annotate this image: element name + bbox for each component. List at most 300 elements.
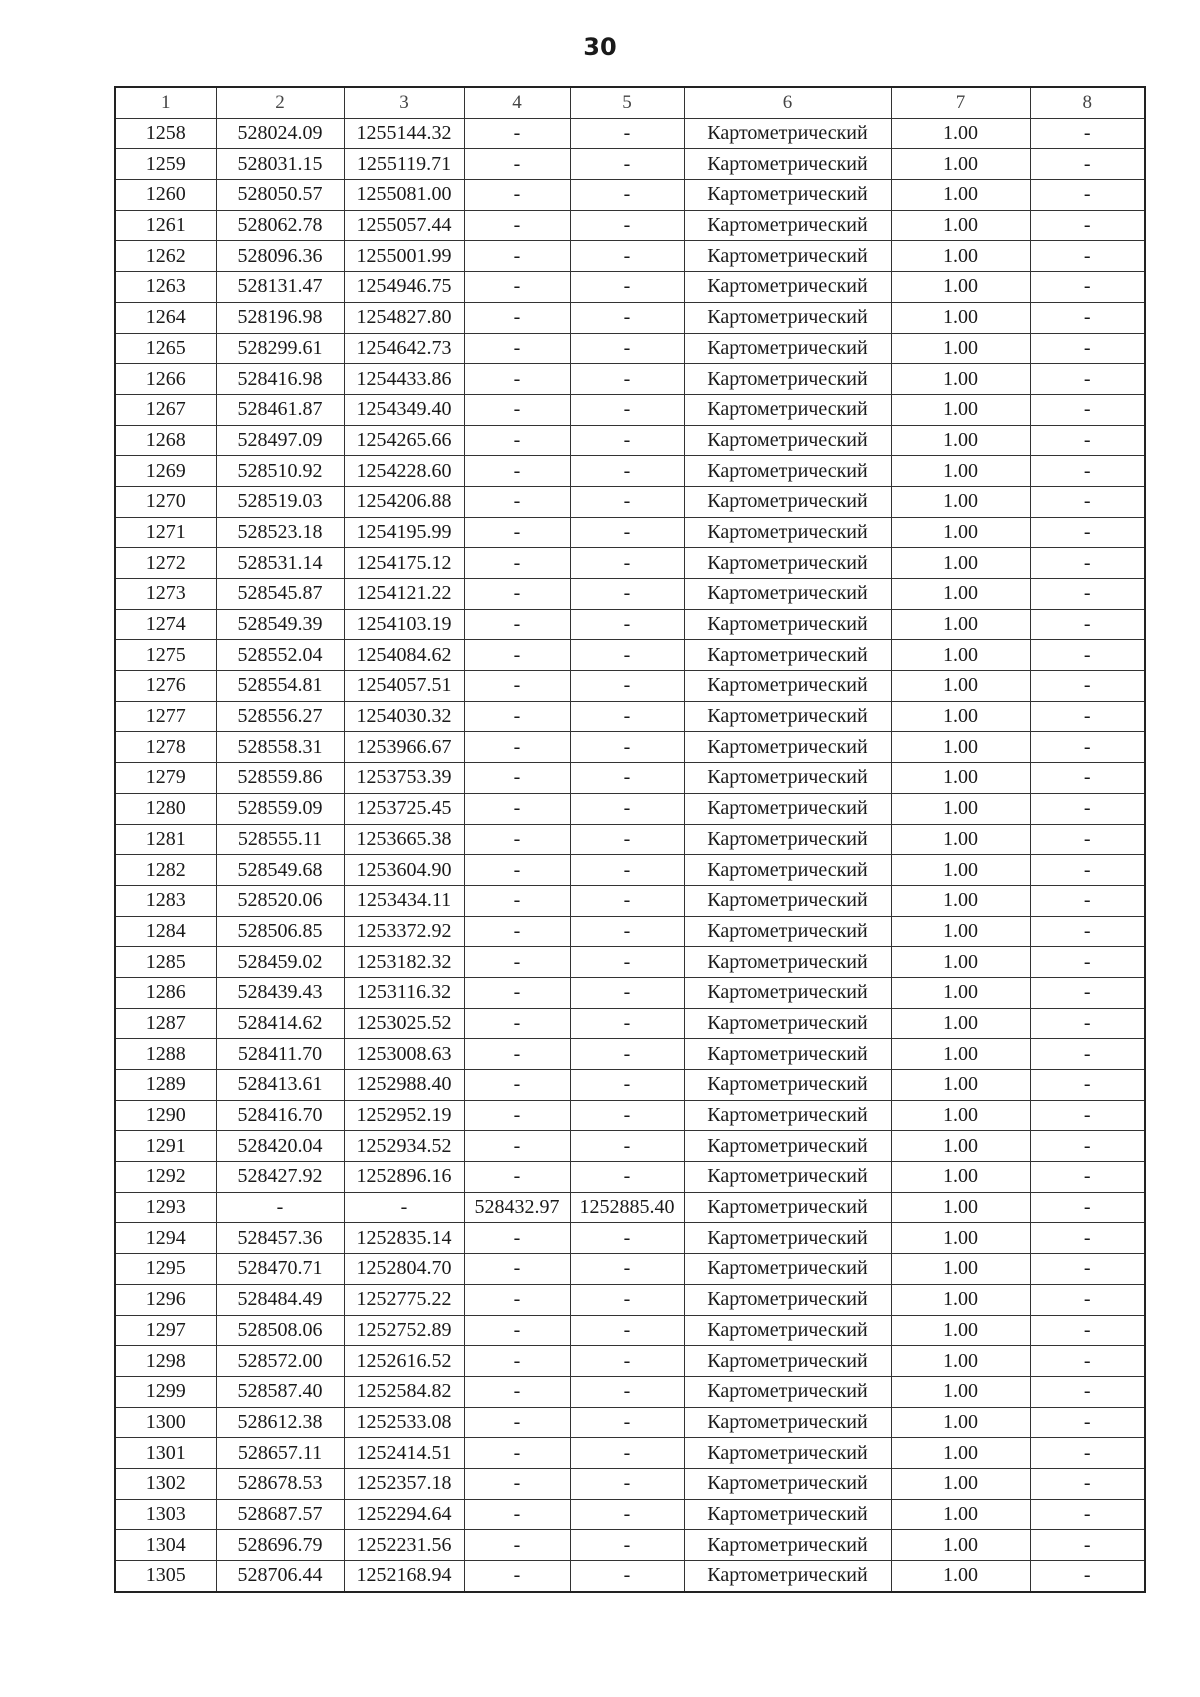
y-coordinate-new-cell: - xyxy=(570,1162,684,1193)
table-row xyxy=(115,855,1145,886)
y-coordinate-cell: 1252294.64 xyxy=(344,1499,464,1530)
accuracy-cell: 1.00 xyxy=(891,579,1030,610)
x-coordinate-cell: 528096.36 xyxy=(216,241,344,272)
y-coordinate-cell: 1253966.67 xyxy=(344,732,464,763)
method-cell: Картометрический xyxy=(684,977,891,1008)
y-coordinate-new-cell: - xyxy=(570,118,684,149)
description-cell: - xyxy=(1030,1438,1145,1469)
table-row xyxy=(115,1376,1145,1407)
description-cell: - xyxy=(1030,333,1145,364)
x-coordinate-new-cell: - xyxy=(464,763,570,794)
table-row xyxy=(115,824,1145,855)
method-cell: Картометрический xyxy=(684,609,891,640)
accuracy-cell: 1.00 xyxy=(891,149,1030,180)
point-number-cell: 1260 xyxy=(115,180,216,211)
method-cell: Картометрический xyxy=(684,1376,891,1407)
description-cell: - xyxy=(1030,1070,1145,1101)
y-coordinate-cell: 1254433.86 xyxy=(344,364,464,395)
point-number-cell: 1295 xyxy=(115,1254,216,1285)
y-coordinate-new-cell: - xyxy=(570,763,684,794)
table-row xyxy=(115,394,1145,425)
y-coordinate-new-cell: - xyxy=(570,1561,684,1592)
description-cell: - xyxy=(1030,701,1145,732)
y-coordinate-cell: 1253182.32 xyxy=(344,947,464,978)
point-number-cell: 1268 xyxy=(115,425,216,456)
y-coordinate-cell: 1254946.75 xyxy=(344,272,464,303)
accuracy-cell: 1.00 xyxy=(891,1407,1030,1438)
method-cell: Картометрический xyxy=(684,579,891,610)
x-coordinate-new-cell: - xyxy=(464,1530,570,1561)
y-coordinate-new-cell: - xyxy=(570,947,684,978)
point-number-cell: 1262 xyxy=(115,241,216,272)
x-coordinate-cell: 528024.09 xyxy=(216,118,344,149)
y-coordinate-new-cell: - xyxy=(570,1223,684,1254)
description-cell: - xyxy=(1030,824,1145,855)
description-cell: - xyxy=(1030,1192,1145,1223)
y-coordinate-new-cell: - xyxy=(570,1284,684,1315)
description-cell: - xyxy=(1030,855,1145,886)
table-row xyxy=(115,793,1145,824)
table-row xyxy=(115,1192,1145,1223)
x-coordinate-cell: 528559.09 xyxy=(216,793,344,824)
y-coordinate-new-cell: - xyxy=(570,1070,684,1101)
description-cell: - xyxy=(1030,579,1145,610)
x-coordinate-cell: 528678.53 xyxy=(216,1468,344,1499)
description-cell: - xyxy=(1030,1561,1145,1592)
description-cell: - xyxy=(1030,1346,1145,1377)
x-coordinate-cell: 528439.43 xyxy=(216,977,344,1008)
point-number-cell: 1265 xyxy=(115,333,216,364)
point-number-cell: 1270 xyxy=(115,486,216,517)
point-number-cell: 1280 xyxy=(115,793,216,824)
method-cell: Картометрический xyxy=(684,180,891,211)
x-coordinate-new-cell: - xyxy=(464,977,570,1008)
point-number-cell: 1273 xyxy=(115,579,216,610)
x-coordinate-cell: 528552.04 xyxy=(216,640,344,671)
point-number-cell: 1288 xyxy=(115,1039,216,1070)
method-cell: Картометрический xyxy=(684,1561,891,1592)
table-row xyxy=(115,1346,1145,1377)
accuracy-cell: 1.00 xyxy=(891,517,1030,548)
x-coordinate-new-cell: - xyxy=(464,241,570,272)
y-coordinate-new-cell: - xyxy=(570,1468,684,1499)
y-coordinate-new-cell: - xyxy=(570,824,684,855)
x-coordinate-new-cell: - xyxy=(464,1223,570,1254)
x-coordinate-cell: 528457.36 xyxy=(216,1223,344,1254)
description-cell: - xyxy=(1030,486,1145,517)
x-coordinate-new-cell: - xyxy=(464,1008,570,1039)
point-number-cell: 1276 xyxy=(115,671,216,702)
x-coordinate-new-cell: - xyxy=(464,947,570,978)
y-coordinate-new-cell: - xyxy=(570,732,684,763)
x-coordinate-cell: 528523.18 xyxy=(216,517,344,548)
point-number-cell: 1287 xyxy=(115,1008,216,1039)
y-coordinate-cell: 1254057.51 xyxy=(344,671,464,702)
accuracy-cell: 1.00 xyxy=(891,394,1030,425)
x-coordinate-new-cell: - xyxy=(464,732,570,763)
table-row xyxy=(115,1039,1145,1070)
point-number-cell: 1258 xyxy=(115,118,216,149)
y-coordinate-cell: 1254228.60 xyxy=(344,456,464,487)
y-coordinate-cell: 1252934.52 xyxy=(344,1131,464,1162)
table-row xyxy=(115,609,1145,640)
x-coordinate-cell: - xyxy=(216,1192,344,1223)
y-coordinate-new-cell: - xyxy=(570,1530,684,1561)
x-coordinate-new-cell: - xyxy=(464,609,570,640)
accuracy-cell: 1.00 xyxy=(891,1008,1030,1039)
accuracy-cell: 1.00 xyxy=(891,180,1030,211)
point-number-cell: 1286 xyxy=(115,977,216,1008)
description-cell: - xyxy=(1030,1499,1145,1530)
y-coordinate-cell: 1253025.52 xyxy=(344,1008,464,1039)
accuracy-cell: 1.00 xyxy=(891,640,1030,671)
x-coordinate-new-cell: - xyxy=(464,456,570,487)
y-coordinate-new-cell: - xyxy=(570,885,684,916)
accuracy-cell: 1.00 xyxy=(891,977,1030,1008)
point-number-cell: 1275 xyxy=(115,640,216,671)
description-cell: - xyxy=(1030,517,1145,548)
y-coordinate-new-cell: - xyxy=(570,855,684,886)
x-coordinate-new-cell: - xyxy=(464,579,570,610)
accuracy-cell: 1.00 xyxy=(891,701,1030,732)
point-number-cell: 1282 xyxy=(115,855,216,886)
y-coordinate-cell: 1254206.88 xyxy=(344,486,464,517)
accuracy-cell: 1.00 xyxy=(891,1530,1030,1561)
y-coordinate-new-cell: - xyxy=(570,333,684,364)
x-coordinate-cell: 528427.92 xyxy=(216,1162,344,1193)
point-number-cell: 1267 xyxy=(115,394,216,425)
accuracy-cell: 1.00 xyxy=(891,1162,1030,1193)
y-coordinate-cell: 1254195.99 xyxy=(344,517,464,548)
x-coordinate-cell: 528520.06 xyxy=(216,885,344,916)
accuracy-cell: 1.00 xyxy=(891,241,1030,272)
point-number-cell: 1261 xyxy=(115,210,216,241)
method-cell: Картометрический xyxy=(684,486,891,517)
x-coordinate-new-cell: - xyxy=(464,1100,570,1131)
y-coordinate-new-cell: - xyxy=(570,517,684,548)
accuracy-cell: 1.00 xyxy=(891,793,1030,824)
y-coordinate-new-cell: - xyxy=(570,180,684,211)
table-row xyxy=(115,1315,1145,1346)
method-cell: Картометрический xyxy=(684,548,891,579)
accuracy-cell: 1.00 xyxy=(891,671,1030,702)
y-coordinate-cell: 1254265.66 xyxy=(344,425,464,456)
x-coordinate-new-cell: - xyxy=(464,701,570,732)
x-coordinate-new-cell: - xyxy=(464,517,570,548)
y-coordinate-cell: 1253665.38 xyxy=(344,824,464,855)
accuracy-cell: 1.00 xyxy=(891,732,1030,763)
x-coordinate-cell: 528497.09 xyxy=(216,425,344,456)
method-cell: Картометрический xyxy=(684,1499,891,1530)
method-cell: Картометрический xyxy=(684,640,891,671)
y-coordinate-cell: 1252414.51 xyxy=(344,1438,464,1469)
y-coordinate-cell: 1252533.08 xyxy=(344,1407,464,1438)
x-coordinate-cell: 528506.85 xyxy=(216,916,344,947)
point-number-cell: 1296 xyxy=(115,1284,216,1315)
point-number-cell: 1292 xyxy=(115,1162,216,1193)
accuracy-cell: 1.00 xyxy=(891,855,1030,886)
accuracy-cell: 1.00 xyxy=(891,1346,1030,1377)
accuracy-cell: 1.00 xyxy=(891,763,1030,794)
x-coordinate-new-cell: - xyxy=(464,640,570,671)
accuracy-cell: 1.00 xyxy=(891,1468,1030,1499)
description-cell: - xyxy=(1030,118,1145,149)
y-coordinate-new-cell: - xyxy=(570,1254,684,1285)
x-coordinate-cell: 528556.27 xyxy=(216,701,344,732)
table-row xyxy=(115,763,1145,794)
y-coordinate-new-cell: - xyxy=(570,1131,684,1162)
x-coordinate-cell: 528413.61 xyxy=(216,1070,344,1101)
table-row xyxy=(115,916,1145,947)
accuracy-cell: 1.00 xyxy=(891,1070,1030,1101)
description-cell: - xyxy=(1030,394,1145,425)
x-coordinate-cell: 528558.31 xyxy=(216,732,344,763)
x-coordinate-cell: 528031.15 xyxy=(216,149,344,180)
table-row xyxy=(115,640,1145,671)
method-cell: Картометрический xyxy=(684,1346,891,1377)
x-coordinate-new-cell: - xyxy=(464,149,570,180)
y-coordinate-new-cell: - xyxy=(570,977,684,1008)
method-cell: Картометрический xyxy=(684,364,891,395)
y-coordinate-cell: 1252804.70 xyxy=(344,1254,464,1285)
description-cell: - xyxy=(1030,364,1145,395)
table-row xyxy=(115,548,1145,579)
y-coordinate-new-cell: - xyxy=(570,272,684,303)
description-cell: - xyxy=(1030,640,1145,671)
method-cell: Картометрический xyxy=(684,1284,891,1315)
point-number-cell: 1294 xyxy=(115,1223,216,1254)
x-coordinate-cell: 528131.47 xyxy=(216,272,344,303)
column-header: 2 xyxy=(216,87,344,118)
method-cell: Картометрический xyxy=(684,210,891,241)
description-cell: - xyxy=(1030,947,1145,978)
point-number-cell: 1271 xyxy=(115,517,216,548)
method-cell: Картометрический xyxy=(684,1131,891,1162)
x-coordinate-new-cell: - xyxy=(464,118,570,149)
x-coordinate-cell: 528706.44 xyxy=(216,1561,344,1592)
accuracy-cell: 1.00 xyxy=(891,824,1030,855)
description-cell: - xyxy=(1030,916,1145,947)
y-coordinate-new-cell: - xyxy=(570,486,684,517)
point-number-cell: 1298 xyxy=(115,1346,216,1377)
method-cell: Картометрический xyxy=(684,824,891,855)
y-coordinate-cell: 1253008.63 xyxy=(344,1039,464,1070)
x-coordinate-cell: 528612.38 xyxy=(216,1407,344,1438)
y-coordinate-cell: 1252952.19 xyxy=(344,1100,464,1131)
point-number-cell: 1284 xyxy=(115,916,216,947)
method-cell: Картометрический xyxy=(684,947,891,978)
y-coordinate-cell: 1253604.90 xyxy=(344,855,464,886)
y-coordinate-cell: 1252835.14 xyxy=(344,1223,464,1254)
x-coordinate-new-cell: - xyxy=(464,210,570,241)
x-coordinate-cell: 528062.78 xyxy=(216,210,344,241)
method-cell: Картометрический xyxy=(684,1192,891,1223)
accuracy-cell: 1.00 xyxy=(891,302,1030,333)
y-coordinate-new-cell: - xyxy=(570,671,684,702)
accuracy-cell: 1.00 xyxy=(891,1376,1030,1407)
table-row xyxy=(115,456,1145,487)
accuracy-cell: 1.00 xyxy=(891,456,1030,487)
x-coordinate-cell: 528531.14 xyxy=(216,548,344,579)
table-row xyxy=(115,1162,1145,1193)
y-coordinate-cell: 1252168.94 xyxy=(344,1561,464,1592)
x-coordinate-new-cell: - xyxy=(464,180,570,211)
y-coordinate-cell: 1252357.18 xyxy=(344,1468,464,1499)
method-cell: Картометрический xyxy=(684,1407,891,1438)
description-cell: - xyxy=(1030,671,1145,702)
y-coordinate-new-cell: - xyxy=(570,456,684,487)
y-coordinate-cell: 1254175.12 xyxy=(344,548,464,579)
description-cell: - xyxy=(1030,1039,1145,1070)
y-coordinate-new-cell: - xyxy=(570,1407,684,1438)
x-coordinate-cell: 528555.11 xyxy=(216,824,344,855)
x-coordinate-cell: 528414.62 xyxy=(216,1008,344,1039)
table-row xyxy=(115,947,1145,978)
point-number-cell: 1266 xyxy=(115,364,216,395)
x-coordinate-new-cell: - xyxy=(464,671,570,702)
x-coordinate-cell: 528484.49 xyxy=(216,1284,344,1315)
table-row xyxy=(115,1070,1145,1101)
accuracy-cell: 1.00 xyxy=(891,272,1030,303)
point-number-cell: 1277 xyxy=(115,701,216,732)
point-number-cell: 1289 xyxy=(115,1070,216,1101)
y-coordinate-new-cell: - xyxy=(570,548,684,579)
method-cell: Картометрический xyxy=(684,793,891,824)
y-coordinate-cell: 1255144.32 xyxy=(344,118,464,149)
point-number-cell: 1297 xyxy=(115,1315,216,1346)
y-coordinate-new-cell: - xyxy=(570,640,684,671)
x-coordinate-cell: 528572.00 xyxy=(216,1346,344,1377)
method-cell: Картометрический xyxy=(684,916,891,947)
table-row xyxy=(115,241,1145,272)
table-row xyxy=(115,1407,1145,1438)
y-coordinate-new-cell: - xyxy=(570,1346,684,1377)
x-coordinate-cell: 528549.39 xyxy=(216,609,344,640)
accuracy-cell: 1.00 xyxy=(891,425,1030,456)
method-cell: Картометрический xyxy=(684,241,891,272)
accuracy-cell: 1.00 xyxy=(891,364,1030,395)
y-coordinate-cell: 1254121.22 xyxy=(344,579,464,610)
y-coordinate-new-cell: - xyxy=(570,701,684,732)
table-row xyxy=(115,1100,1145,1131)
method-cell: Картометрический xyxy=(684,1254,891,1285)
y-coordinate-cell: 1254642.73 xyxy=(344,333,464,364)
y-coordinate-new-cell: - xyxy=(570,241,684,272)
y-coordinate-cell: 1252896.16 xyxy=(344,1162,464,1193)
x-coordinate-cell: 528554.81 xyxy=(216,671,344,702)
y-coordinate-new-cell: - xyxy=(570,1376,684,1407)
x-coordinate-cell: 528459.02 xyxy=(216,947,344,978)
description-cell: - xyxy=(1030,1131,1145,1162)
x-coordinate-new-cell: - xyxy=(464,1039,570,1070)
accuracy-cell: 1.00 xyxy=(891,609,1030,640)
y-coordinate-new-cell: - xyxy=(570,1315,684,1346)
accuracy-cell: 1.00 xyxy=(891,885,1030,916)
column-header: 8 xyxy=(1030,87,1145,118)
point-number-cell: 1272 xyxy=(115,548,216,579)
x-coordinate-new-cell: - xyxy=(464,1315,570,1346)
description-cell: - xyxy=(1030,1100,1145,1131)
accuracy-cell: 1.00 xyxy=(891,1192,1030,1223)
accuracy-cell: 1.00 xyxy=(891,1315,1030,1346)
table-row xyxy=(115,425,1145,456)
x-coordinate-new-cell: - xyxy=(464,1131,570,1162)
method-cell: Картометрический xyxy=(684,671,891,702)
description-cell: - xyxy=(1030,302,1145,333)
accuracy-cell: 1.00 xyxy=(891,916,1030,947)
y-coordinate-cell: 1254084.62 xyxy=(344,640,464,671)
x-coordinate-new-cell: - xyxy=(464,1162,570,1193)
method-cell: Картометрический xyxy=(684,1100,891,1131)
accuracy-cell: 1.00 xyxy=(891,1039,1030,1070)
y-coordinate-cell: 1254030.32 xyxy=(344,701,464,732)
description-cell: - xyxy=(1030,272,1145,303)
coordinates-table xyxy=(114,86,1146,1593)
table-row xyxy=(115,977,1145,1008)
x-coordinate-new-cell: - xyxy=(464,333,570,364)
table-row xyxy=(115,1438,1145,1469)
y-coordinate-cell: 1254103.19 xyxy=(344,609,464,640)
table-row xyxy=(115,180,1145,211)
y-coordinate-cell: 1255001.99 xyxy=(344,241,464,272)
description-cell: - xyxy=(1030,456,1145,487)
description-cell: - xyxy=(1030,793,1145,824)
y-coordinate-new-cell: - xyxy=(570,793,684,824)
description-cell: - xyxy=(1030,1376,1145,1407)
description-cell: - xyxy=(1030,548,1145,579)
description-cell: - xyxy=(1030,1223,1145,1254)
description-cell: - xyxy=(1030,180,1145,211)
x-coordinate-new-cell: - xyxy=(464,1499,570,1530)
x-coordinate-cell: 528657.11 xyxy=(216,1438,344,1469)
x-coordinate-cell: 528519.03 xyxy=(216,486,344,517)
column-header: 7 xyxy=(891,87,1030,118)
table-row xyxy=(115,701,1145,732)
x-coordinate-new-cell: - xyxy=(464,885,570,916)
method-cell: Картометрический xyxy=(684,425,891,456)
description-cell: - xyxy=(1030,149,1145,180)
x-coordinate-new-cell: - xyxy=(464,1376,570,1407)
point-number-cell: 1263 xyxy=(115,272,216,303)
point-number-cell: 1264 xyxy=(115,302,216,333)
description-cell: - xyxy=(1030,1468,1145,1499)
x-coordinate-new-cell: - xyxy=(464,1561,570,1592)
y-coordinate-new-cell: - xyxy=(570,916,684,947)
description-cell: - xyxy=(1030,425,1145,456)
point-number-cell: 1269 xyxy=(115,456,216,487)
method-cell: Картометрический xyxy=(684,732,891,763)
y-coordinate-new-cell: - xyxy=(570,1039,684,1070)
table-row xyxy=(115,671,1145,702)
point-number-cell: 1283 xyxy=(115,885,216,916)
x-coordinate-cell: 528510.92 xyxy=(216,456,344,487)
method-cell: Картометрический xyxy=(684,763,891,794)
method-cell: Картометрический xyxy=(684,1438,891,1469)
y-coordinate-new-cell: - xyxy=(570,394,684,425)
x-coordinate-new-cell: - xyxy=(464,1284,570,1315)
column-header: 4 xyxy=(464,87,570,118)
column-header: 6 xyxy=(684,87,891,118)
x-coordinate-new-cell: - xyxy=(464,1468,570,1499)
x-coordinate-new-cell: 528432.97 xyxy=(464,1192,570,1223)
table-row xyxy=(115,486,1145,517)
point-number-cell: 1305 xyxy=(115,1561,216,1592)
method-cell: Картометрический xyxy=(684,1039,891,1070)
x-coordinate-cell: 528508.06 xyxy=(216,1315,344,1346)
description-cell: - xyxy=(1030,1162,1145,1193)
accuracy-cell: 1.00 xyxy=(891,548,1030,579)
accuracy-cell: 1.00 xyxy=(891,1254,1030,1285)
